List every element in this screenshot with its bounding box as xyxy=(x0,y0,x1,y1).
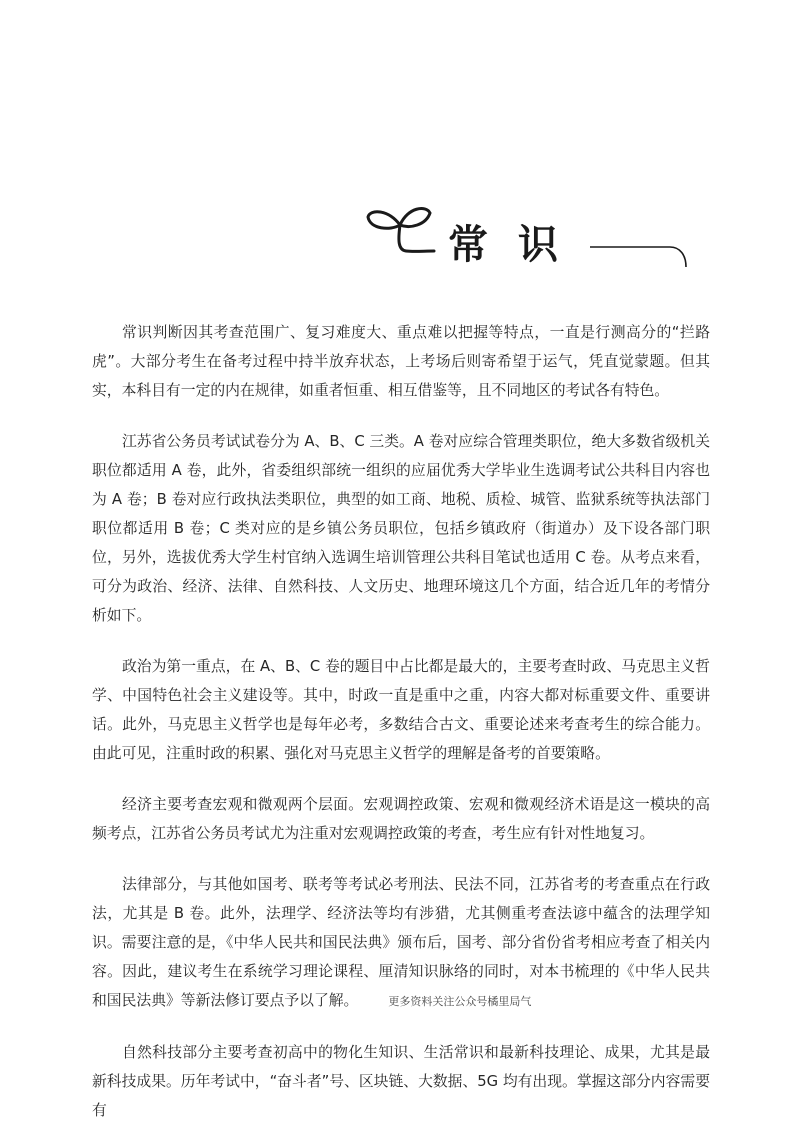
chapter-heading xyxy=(360,195,690,285)
paragraph-economics: 经济主要考查宏观和微观两个层面。宏观调控政策、宏观和微观经济术语是这一模块的高频考点，江苏省公务员考试尤为注重对宏观调控政策的考查，考生应有针对性地复习。 xyxy=(92,796,710,842)
paragraph-law-text: 法律部分，与其他如国考、联考等考试必考刑法、民法不同，江苏省考的考查重点在行政法，尤其是 B 卷。此外，法理学、经济法等均有涉猎，尤其侧重考查法谚中蕴含的法理学知识。需要注意的是，《中华人民共和国民法典》颁布后，国考、部分省份省考相应考查了相关内容。因此，建议考生在系统学习理论课程、厘清知识脉络的同时，对本书梳理的《中华人民共和国民法典》等新法修订要点予以了解。 xyxy=(92,876,710,1009)
paragraph-intro: 常识判断因其考查范围广、复习难度大、重点难以把握等特点，一直是行测高分的“拦路虎”。大部分考生在备考过程中持半放弃状态，上考场后则寄希望于运气，凭直觉蒙题。但其实，本科目有一定的内在规律，如重者恒重、相互借鉴等，且不同地区的考试各有特色。 xyxy=(92,324,710,399)
page-title: 常识 xyxy=(448,222,588,268)
watermark-text: 更多资料关注公众号橘里局气 xyxy=(388,995,532,1008)
paragraph-science: 自然科技部分主要考查初高中的物化生知识、生活常识和最新科技理论、成果，尤其是最新科技成果。历年考试中，“奋斗者”号、区块链、大数据、5G 均有出现。掌握这部分内容需要有 xyxy=(92,1044,710,1119)
paragraph-exam-types: 江苏省公务员考试试卷分为 A、B、C 三类。A 卷对应综合管理类职位，绝大多数省级机关职位都适用 A 卷，此外，省委组织部统一组织的应届优秀大学毕业生选调考试公共科目内容也为 A 卷；B 卷对应行政执法类职位，典型的如工商、地税、质检、城管、监狱系统等执法部门职位都适用 B 卷；C 类对应的是乡镇公务员职位，包括乡镇政府（街道办）及下设各部门职位，另外，选拔优秀大学生村官纳入选调生培训管理公共科目笔试也适用 C 卷。从考点来看，可分为政治、经济、法律、自然科技、人文历史、地理环境这几个方面，结合近几年的考情分析如下。 xyxy=(92,433,710,624)
paragraph-politics: 政治为第一重点，在 A、B、C 卷的题目中占比都是最大的，主要考查时政、马克思主义哲学、中国特色社会主义建设等。其中，时政一直是重中之重，内容大都对标重要文件、重要讲话。此外，马克思主义哲学也是每年必考，多数结合古文、重要论述来考查考生的综合能力。由此可见，注重时政的积累、强化对马克思主义哲学的理解是备考的首要策略。 xyxy=(92,658,710,762)
paragraph-law xyxy=(92,870,710,1016)
body-text xyxy=(92,318,710,1147)
